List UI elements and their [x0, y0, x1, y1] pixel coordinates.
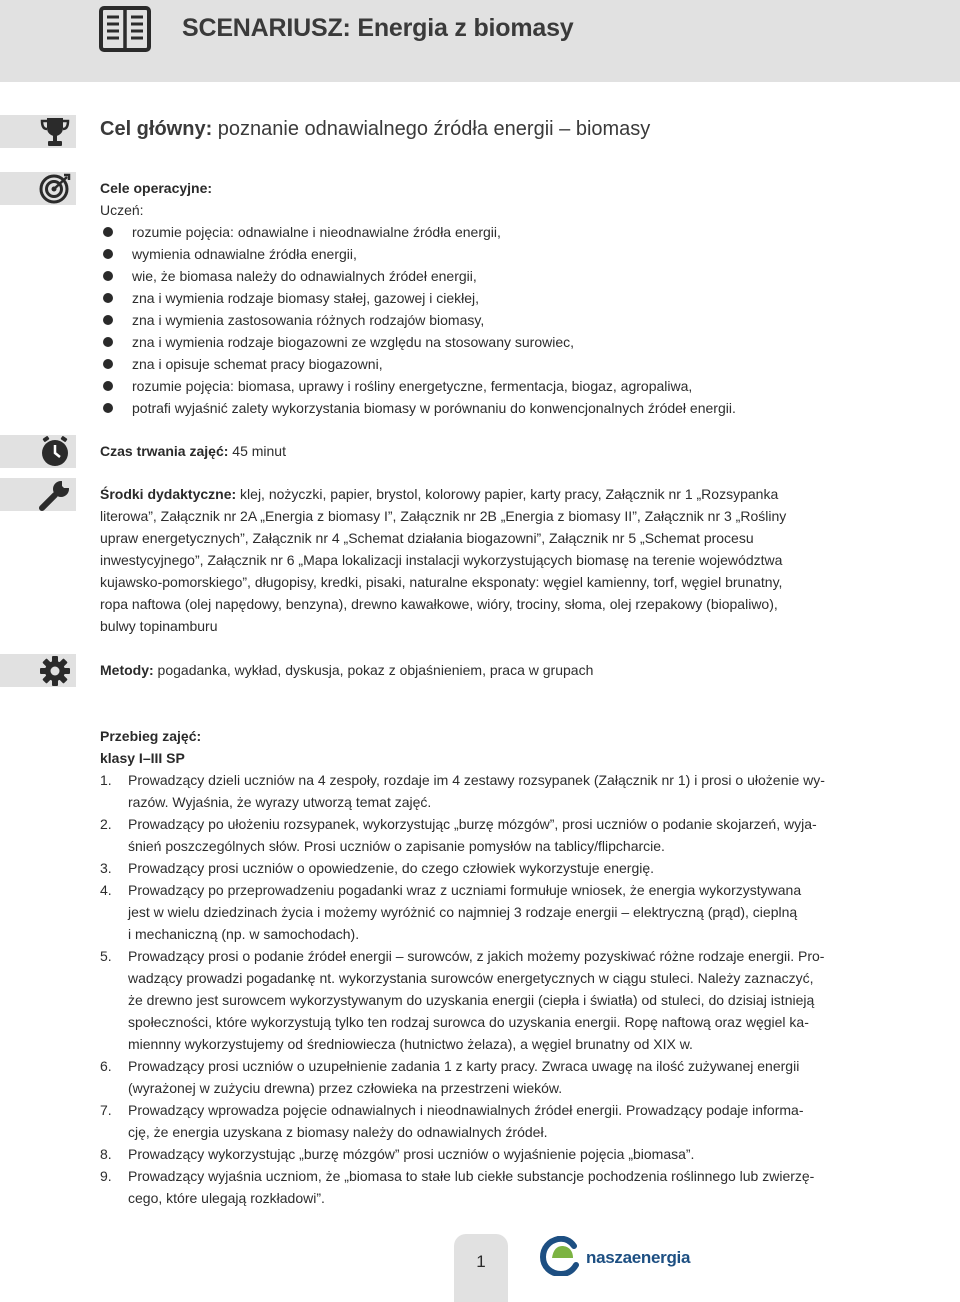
step-number: 5. — [100, 948, 112, 964]
gear-icon — [38, 654, 72, 688]
logo-mark-icon — [540, 1236, 582, 1276]
list-item — [100, 1143, 860, 1165]
step-line: że drewno jest surowcem wykorzystywanym do uzyskania energii (ciepła i światła) od stuleci, do dzisiaj istnieją — [128, 992, 815, 1008]
step-line: Prowadzący dzieli uczniów na 4 zespoły, rozdaje im 4 zestawy rozsypanek (Załącznik nr 1) i prosi o ułożenie wy- — [128, 772, 825, 788]
methods-label: Metody: — [100, 662, 154, 678]
course-sublabel: klasy I–III SP — [100, 750, 185, 766]
course-section — [100, 725, 860, 1209]
step-line: cego, które ulegają rozkładowi”. — [128, 1190, 325, 1206]
step-line: śnień poszczególnych słów. Prosi uczniów o zapisanie pomysłów na tablicy/flipcharcie. — [128, 838, 665, 854]
list-item — [100, 1055, 860, 1099]
step-number: 6. — [100, 1058, 112, 1074]
list-item: potrafi wyjaśnić zalety wykorzystania biomasy w porównaniu do konwencjonalnych źródeł energii. — [100, 397, 736, 419]
list-item — [100, 1099, 860, 1143]
course-label: Przebieg zajęć: — [100, 728, 202, 744]
step-line: Prowadzący prosi uczniów o opowiedzenie, do czego człowiek wykorzystuje energię. — [128, 860, 655, 876]
materials-line: literowa”, Załącznik nr 2A „Energia z biomasy I”, Załącznik nr 2B „Energia z biomasy II”, Załącznik nr 3 „Rośliny — [100, 508, 787, 524]
goal-text: poznanie odnawialnego źródła energii – biomasy — [212, 118, 651, 140]
objectives-section — [100, 177, 736, 419]
step-line: Prowadzący prosi o podanie źródeł energii – surowców, z jakich możemy pozyskiwać różne rodzaje energii. Pro- — [128, 948, 825, 964]
step-line: wadzący prowadzi pogadankę nt. wykorzystania surowców energetycznych w ciągu stuleci. Należy zaznaczyć, — [128, 970, 814, 986]
list-item: zna i opisuje schemat pracy biogazowni, — [100, 353, 736, 375]
materials-section — [100, 483, 860, 637]
objectives-label: Cele operacyjne: — [100, 180, 213, 196]
main-goal — [100, 118, 650, 141]
target-icon — [38, 172, 72, 206]
list-item — [100, 813, 860, 857]
trophy-icon — [38, 115, 72, 149]
methods-section — [100, 659, 593, 681]
list-item — [100, 945, 860, 1055]
list-item — [100, 857, 860, 879]
step-number: 3. — [100, 860, 112, 876]
objectives-intro: Uczeń: — [100, 202, 144, 218]
logo-text-energia: energia — [631, 1248, 691, 1267]
logo — [540, 1236, 690, 1276]
materials-line: inwestycyjnego”, Załącznik nr 6 „Mapa lokalizacji instalacji wykorzystujących biomasę na terenie województwa — [100, 552, 783, 568]
step-line: Prowadzący po ułożeniu rozsypanek, wykorzystując „burzę mózgów”, prosi uczniów o podanie skojarzeń, wyja- — [128, 816, 817, 832]
step-line: Prowadzący wprowadza pojęcie odnawialnych i nieodnawialnych źródeł energii. Prowadzący podaje informa- — [128, 1102, 804, 1118]
step-line: Prowadzący wykorzystując „burzę mózgów” prosi uczniów o wyjaśnienie pojęcia „biomasa”. — [128, 1146, 695, 1162]
duration-value: 45 minut — [228, 443, 286, 459]
list-item: rozumie pojęcia: odnawialne i nieodnawialne źródła energii, — [100, 221, 736, 243]
step-number: 9. — [100, 1168, 112, 1184]
materials-icon-strip — [0, 478, 76, 511]
materials-label: Środki dydaktyczne: — [100, 486, 237, 502]
list-item: rozumie pojęcia: biomasa, uprawy i rośliny energetyczne, fermentacja, biogaz, agropaliwa, — [100, 375, 736, 397]
list-item: wie, że biomasa należy do odnawialnych źródeł energii, — [100, 265, 736, 287]
step-number: 8. — [100, 1146, 112, 1162]
page-header — [0, 0, 960, 82]
step-line: Prowadzący wyjaśnia uczniom, że „biomasa to stałe lub ciekłe substancje pochodzenia roślinnego lub zwierzę- — [128, 1168, 815, 1184]
methods-icon-strip — [0, 654, 76, 687]
logo-text — [586, 1248, 690, 1268]
list-item: zna i wymienia rodzaje biomasy stałej, gazowej i ciekłej, — [100, 287, 736, 309]
clock-icon — [38, 435, 72, 469]
wrench-icon — [38, 478, 72, 512]
step-line: (wyrażonej w zużyciu drewna) przez człowieka na przestrzeni wieków. — [128, 1080, 563, 1096]
materials-line: bulwy topinamburu — [100, 618, 218, 634]
step-number: 4. — [100, 882, 112, 898]
page-title: SCENARIUSZ: Energia z biomasy — [182, 14, 574, 42]
objectives-list — [100, 221, 736, 419]
step-number: 7. — [100, 1102, 112, 1118]
goal-label: Cel główny: — [100, 118, 213, 140]
step-line: Prowadzący prosi uczniów o uzupełnienie zadania 1 z karty pracy. Zwraca uwagę na ilość zużywanej energii — [128, 1058, 800, 1074]
book-icon — [98, 2, 152, 56]
page-number-tab — [454, 1234, 508, 1302]
goal-icon-strip — [0, 115, 76, 148]
list-item — [100, 1165, 860, 1209]
page-number: 1 — [476, 1252, 486, 1271]
step-line: Prowadzący po przeprowadzeniu pogadanki wraz z uczniami formułuje wniosek, że energia wykorzystywana — [128, 882, 802, 898]
materials-line: ropa naftowa (olej napędowy, benzyna), drewno kawałkowe, wióry, trociny, słoma, olej rzepakowy (biopaliwo), — [100, 596, 778, 612]
step-number: 2. — [100, 816, 112, 832]
methods-value: pogadanka, wykład, dyskusja, pokaz z objaśnieniem, praca w grupach — [153, 662, 594, 678]
duration-section — [100, 440, 286, 462]
list-item — [100, 879, 860, 945]
list-item: zna i wymienia rodzaje biogazowni ze względu na stosowany surowiec, — [100, 331, 736, 353]
step-line: razów. Wyjaśnia, że wyrazy utworzą temat zajęć. — [128, 794, 432, 810]
step-line: miennny wykorzystujemy od średniowiecza (hutnictwo żelaza), a węgiel brunatny od XIX w. — [128, 1036, 693, 1052]
step-line: i mechaniczną (np. w samochodach). — [128, 926, 360, 942]
step-line: cję, że energia uzyskana z biomasy należy do odnawialnych źródeł. — [128, 1124, 548, 1140]
step-line: jest w wielu dziedzinach życia i możemy wyróżnić co najmniej 3 rodzaje energii – elektryczną (prąd), cieplną — [128, 904, 798, 920]
list-item: zna i wymienia zastosowania różnych rodzajów biomasy, — [100, 309, 736, 331]
materials-line: kujawsko-pomorskiego”, długopisy, kredki, pisaki, naturalne eksponaty: węgiel kamienny, torf, węgiel brunatny, — [100, 574, 783, 590]
step-number: 1. — [100, 772, 112, 788]
step-line: społeczności, które wykorzystują tylko ten rodzaj surowca do uzyskania energii. Ropę naftową oraz węgiel ka- — [128, 1014, 809, 1030]
logo-text-nasza: nasza — [586, 1248, 632, 1267]
materials-line: upraw energetycznych”, Załącznik nr 4 „Schemat działania biogazowni”, Załącznik nr 5 „Schemat procesu — [100, 530, 754, 546]
list-item: wymienia odnawialne źródła energii, — [100, 243, 736, 265]
objectives-icon-strip — [0, 172, 76, 205]
duration-icon-strip — [0, 435, 76, 468]
list-item — [100, 769, 860, 813]
duration-label: Czas trwania zajęć: — [100, 443, 229, 459]
materials-line: klej, nożyczki, papier, brystol, kolorowy papier, karty pracy, Załącznik nr 1 „Rozsypanka — [236, 486, 779, 502]
course-steps — [100, 769, 860, 1209]
